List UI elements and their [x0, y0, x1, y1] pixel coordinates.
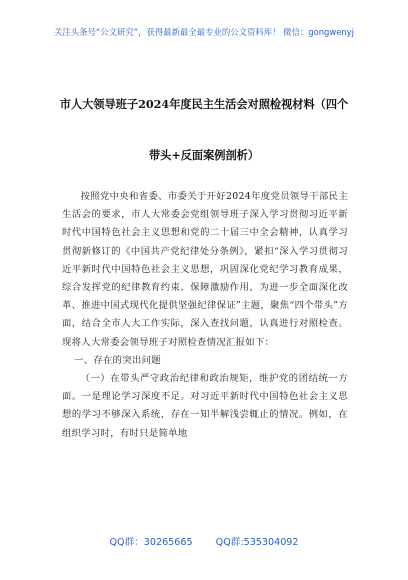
document-title-line-1: 市人大领导班子2024年度民主生活会对照检视材料（四个: [59, 97, 349, 111]
footer-contact: [0, 534, 408, 548]
document-title-line-2: 带头+反面案例剖析）: [148, 148, 260, 162]
section-heading: 一、存在的突出问题: [74, 354, 161, 366]
intro-paragraph: 按照党中央和省委、市委关于开好2024年度党员领导干部民主生活会的要求，市人大常委会党组领导班子深入学习贯彻习近平新时代中国特色社会主义思想和党的二十届三中全会精神，认真学习贯彻新修订的《中国共产党纪律处分条例》，紧扣“深入学习贯彻习近平新时代中国特色社会主义思想，巩固深化党纪学习教育成果，综合发挥党的纪律教育约束、保障激励作用，为进一步全面深化改革、推进中国式现代化提供坚强纪律保证”主题，聚焦“四个带头”方面，结合全市人大工作实际，深入查找问题，认真进行对照检查。现将人大常委会领导班子对照检查情况汇报如下：: [62, 191, 348, 348]
header-banner: 关注头条号“公文研究”，获得最新最全最专业的公文资料库！ 微信：gongwenyj: [54, 27, 354, 37]
document-body: [62, 188, 348, 443]
body-paragraph: （一）在带头严守政治纪律和政治规矩，维护党的团结统一方面。一是理论学习深度不足。对习近平新时代中国特色社会主义思想的学习不够深入系统，存在一知半解浅尝辄止的情况。例如，在组织学习时，有时只是简单地: [62, 373, 348, 439]
footer-qq-group-1: QQ群：30265665: [109, 537, 193, 548]
footer-qq-group-2: QQ群:535304092: [215, 537, 299, 548]
